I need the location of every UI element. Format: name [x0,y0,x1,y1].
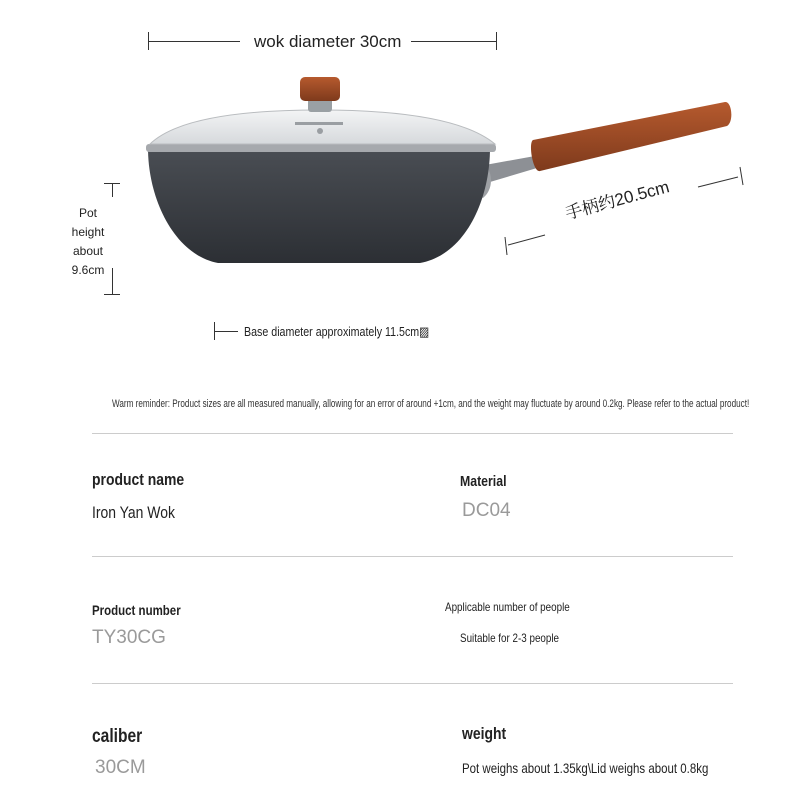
pot-height-line-1: Pot [78,206,97,220]
caliber-value: 30CM [95,757,146,778]
weight-label: weight [462,724,507,743]
weight-value: Pot weighs about 1.35kg\Lid weighs about 0.8kg [462,760,709,776]
product-number-value: TY30CG [92,627,166,648]
material-value: DC04 [462,500,511,521]
wok-diameter-label: wok diameter 30cm [254,32,402,51]
product-name-value: Iron Yan Wok [92,503,175,522]
product-name-label: product name [92,470,185,489]
divider-middle-1 [92,556,733,557]
product-number-label: Product number [92,602,181,618]
caliber-label: caliber [92,726,143,747]
divider-middle-2 [92,683,733,684]
divider-top [92,433,733,434]
pot-height-line-3: about [72,244,104,258]
base-diameter-label: Base diameter approximately 11.5cm▨ [244,324,430,339]
handle-length-label: 手柄约20.5cm [563,177,672,224]
pot-height-line-2: height [71,225,105,239]
product-image-area [0,0,800,380]
people-value: Suitable for 2-3 people [460,631,560,645]
pot-height-line-4: 9.6cm [71,263,105,277]
material-label: Material [460,473,507,490]
warm-reminder [0,398,800,410]
pot-height-label [64,204,112,280]
people-label: Applicable number of people [445,600,570,614]
warm-reminder-text: Warm reminder: Product sizes are all measured manually, allowing for an error of around +1cm, and the weight may fluctuate by around 0.2kg. Please refer to the actual product! [111,398,750,410]
